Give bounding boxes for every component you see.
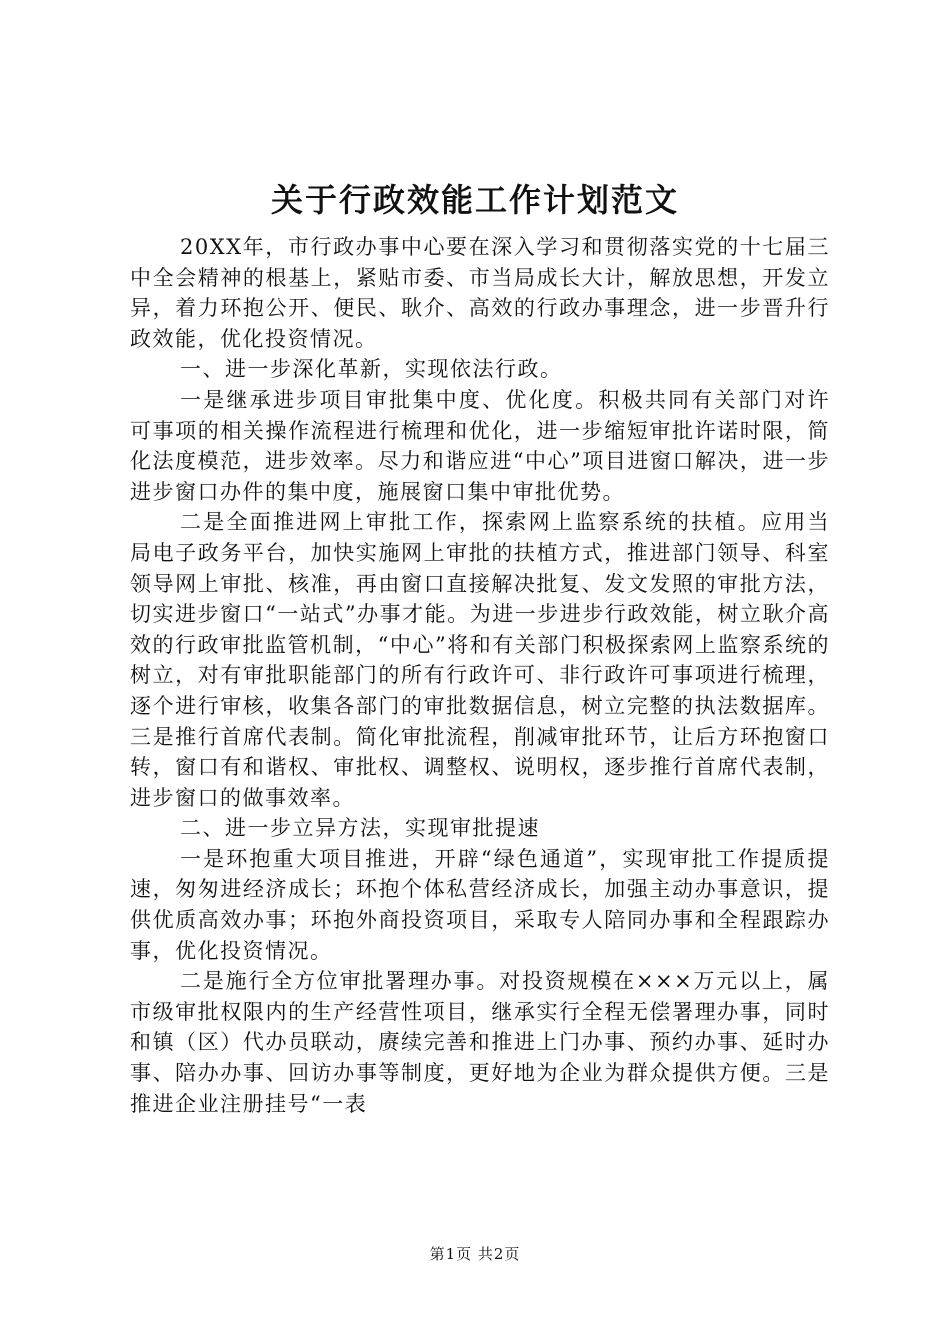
section-heading-2: 二、进一步立异方法，实现审批提速 xyxy=(180,816,540,841)
paragraph-intro: 20XX年，市行政办事中心要在深入学习和贯彻落实党的十七届三中全会精神的根基上，紧贴市委、市当局成长大计，解放思想，开发立异，着力环抱公开、便民、耿介、高效的行政办事理念，进一步晋升行政效能，优化投资情况。 xyxy=(130,235,830,351)
section-heading-1: 一、进一步深化革新，实现依法行政。 xyxy=(180,357,563,382)
page-number: 第1页 共2页 xyxy=(429,1245,521,1263)
document-body xyxy=(130,232,830,1119)
paragraph-2-1: 一是环抱重大项目推进，开辟“绿色通道”，实现审批工作提质提速，匆匆进经济成长；环抱个体私营经济成长，加强主动办事意识，提供优质高效办事；环抱外商投资项目，采取专人陪同办事和全程跟踪办事，优化投资情况。 xyxy=(130,846,830,963)
paragraph-2-2: 二是施行全方位审批署理办事。对投资规模在×××万元以上，属市级审批权限内的生产经营性项目，继承实行全程无偿署理办事，同时和镇（区）代办员联动，赓续完善和推进上门办事、预约办事、延时办事、陪办办事、回访办事等制度，更好地为企业为群众提供方便。三是推进企业注册挂号“一表 xyxy=(130,969,830,1116)
document-title: 关于行政效能工作计划范文 xyxy=(270,181,679,219)
paragraph-1-1: 一是继承进步项目审批集中度、优化度。积极共同有关部门对许可事项的相关操作流程进行梳理和优化，进一步缩短审批许诺时限，简化法度模范，进步效率。尽力和谐应进“中心”项目进窗口解决，进一步进步窗口办件的集中度，施展窗口集中审批优势。 xyxy=(130,387,830,504)
paragraph-1-2: 二是全面推进网上审批工作，探索网上监察系统的扶植。应用当局电子政务平台，加快实施网上审批的扶植方式，推进部门领导、科室领导网上审批、核准，再由窗口直接解决批复、发文发照的审批方法，切实进步窗口“一站式”办事才能。为进一步进步行政效能，树立耿介高效的行政审批监管机制，“中心”将和有关部门积极探索网上监察系统的树立，对有审批职能部门的所有行政许可、非行政许可事项进行梳理，逐个进行审核，收集各部门的审批数据信息，树立完整的执法数据库。三是推行首席代表制。简化审批流程，削减审批环节，让后方环抱窗口转，窗口有和谐权、审批权、调整权、说明权，逐步推行首席代表制，进步窗口的做事效率。 xyxy=(130,510,830,810)
